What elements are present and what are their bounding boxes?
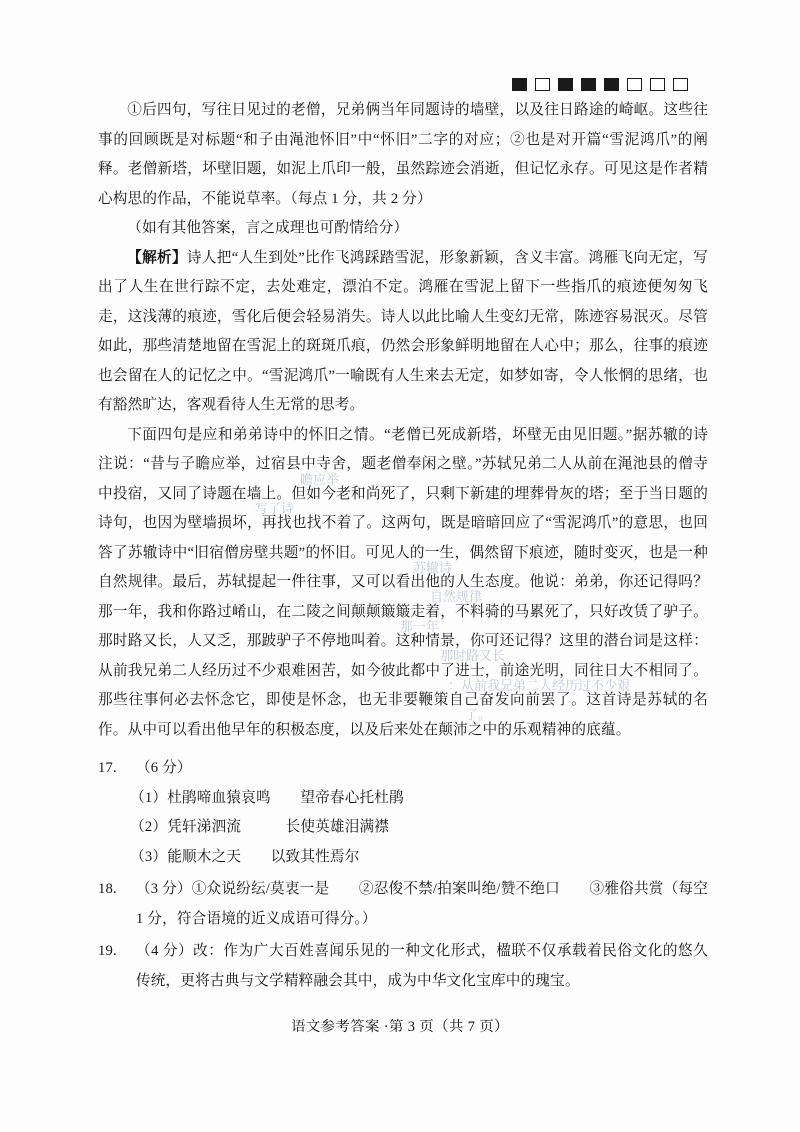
question-19-text: （4 分）改：作为广大百姓喜闻乐见的一种文化形式，楹联不仅承载着民俗文化的悠久传统，更将古典与文学精粹融会其中，成为中华文化宝库中的瑰宝。 xyxy=(135,943,708,989)
question-18 xyxy=(98,875,708,934)
question-18-number: 18. xyxy=(98,881,117,897)
registration-mark-6 xyxy=(627,78,642,91)
watermark-text-8: 了。 xyxy=(465,707,492,722)
watermark-text-4: 自然规律 xyxy=(430,589,483,604)
question-17-line-2: （2）凭轩涕泗流 长使英雄泪满襟 xyxy=(130,819,390,835)
registration-mark-8 xyxy=(673,78,688,91)
analysis-label: 【解析】 xyxy=(127,249,187,266)
question-17-number: 17. xyxy=(98,760,117,776)
analysis-paragraph-1 xyxy=(98,244,708,421)
answer-content xyxy=(98,96,708,996)
question-17 xyxy=(98,754,708,784)
watermark-text-5: 那一年 xyxy=(400,619,440,634)
analysis-text-1: 诗人把“人生到处”比作飞鸿踩踏雪泥，形象新颖，含义丰富。鸿雁飞向无定，写出了人生在世行踪不定，去处难定，漂泊不定。鸿雁在雪泥上留下一些指爪的痕迹便匆匆飞走，这浅薄的痕迹，雪化后便会轻易消失。诗人以此比喻人生变幻无常，陈迹容易泯灭。尽管如此，那些清楚地留在雪泥上的斑斑爪痕，仍然会形象鲜明地留在人心中；那么，往事的痕迹也会留在人的记忆之中。“雪泥鸿爪”一喻既有人生来去无定，如梦如寄，令人怅惘的思绪，也有豁然旷达，客观看待人生无常的思考。 xyxy=(98,249,708,413)
registration-mark-3 xyxy=(558,78,573,91)
question-17-line-1: （1）杜鹃啼血猿哀鸣 望帝春心托杜鹃 xyxy=(130,789,404,806)
registration-mark-5 xyxy=(604,78,619,91)
page-registration-marks xyxy=(512,78,688,91)
page-footer: 语文参考答案 ·第 3 页（共 7 页） xyxy=(291,1019,509,1035)
registration-mark-4 xyxy=(581,78,596,91)
question-17-line-3: （3）能顺木之天 以致其性焉尔 xyxy=(130,848,360,865)
registration-mark-7 xyxy=(650,78,665,91)
watermark-text-7: ：从前我兄弟二人经历过不少艰 xyxy=(448,678,631,693)
registration-mark-2 xyxy=(535,78,550,91)
watermark-text-3: 苏辙诗 xyxy=(413,560,453,575)
answer-point-1: ①后四句，写往日见过的老僧，兄弟俩当年同题诗的墙壁，以及往日路途的崎岖。这些往事的回顾既是对标题“和子由渑池怀旧”中“怀旧”二字的对应；②也是对开篇“雪泥鸿爪”的阐释。老僧新塔，坏壁旧题，如泥上爪印一般，虽然踪迹会消逝，但记忆永存。可见这是作者精心构思的作品，不能说草率。（每点 1 分，共 2 分） xyxy=(98,102,708,207)
answer-note: （如有其他答案，言之成理也可酌情给分） xyxy=(127,220,409,236)
question-19-number: 19. xyxy=(98,943,117,959)
registration-mark-1 xyxy=(512,78,527,91)
watermark-text-6: 那时路又长 xyxy=(440,648,506,663)
question-18-text: （3 分）①众说纷纭/莫衷一是 ②忍俊不禁/拍案叫绝/赞不绝口 ③雅俗共赏（每空 1 分，符合语境的近义成语可得分。） xyxy=(135,881,708,927)
question-19 xyxy=(98,937,708,996)
watermark-text-2: 写了诗 xyxy=(255,501,295,516)
question-17-score: （6 分） xyxy=(135,760,192,776)
analysis-paragraph-2: 下面四句是应和弟弟诗中的怀旧之情。“老僧已死成新塔，坏壁无由见旧题。”据苏辙的诗注说：“昔与子瞻应举，过宿县中寺舍，题老僧奉闲之壁。”苏轼兄弟二人从前在渑池县的僧寺中投宿，又同了诗题在墙上。但如今老和尚死了，只剩下新建的埋葬骨灰的塔；至于当日题的诗句，也因为壁墙损坏，再找也找不着了。这两句，既是暗暗回应了“雪泥鸿爪”的意思，也回答了苏辙诗中“旧宿僧房壁共题”的怀旧。可见人的一生，偶然留下痕迹，随时变灭，也是一种自然规律。最后，苏轼提起一件往事，又可以看出他的人生态度。他说：弟弟，你还记得吗？那一年，我和你路过崤山，在二陵之间颠颠簸簸走着，不料骑的马累死了，只好改赁了驴子。那时路又长，人又乏，那跛驴子不停地叫着。这种情景，你可还记得？这里的潜台词是这样：从前我兄弟二人经历过不少艰难困苦，如今彼此都中了进士，前途光明，同往日大不相同了。那些往事何必去怀念它，即使是怀念，也无非要鞭策自己奋发向前罢了。这首诗是苏轼的名作。从中可以看出他早年的积极态度，以及后来处在颠沛之中的乐观精神的底蕴。 xyxy=(98,426,708,738)
watermark-text-1: 瞻应举 xyxy=(300,472,340,487)
